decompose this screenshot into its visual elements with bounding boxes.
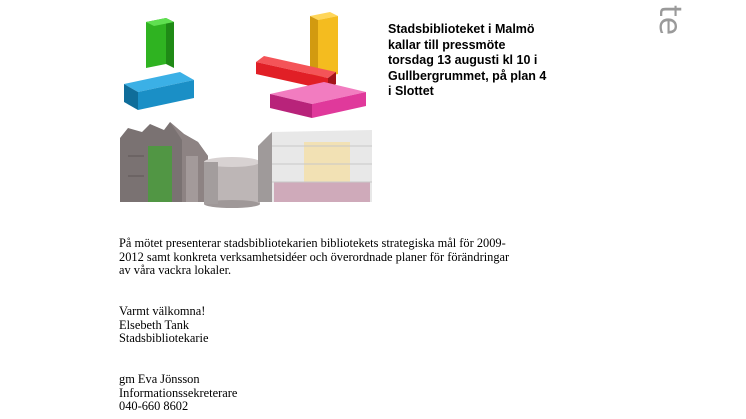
contact-name: gm Eva Jönsson: [119, 371, 200, 386]
headline-line: Gullbergrummet, på plan 4: [388, 68, 547, 83]
contact-title: Informationssekreterare: [119, 385, 238, 400]
document-body: [119, 237, 599, 414]
headline-line: torsdag 13 augusti kl 10 i: [388, 53, 538, 68]
headline-line: kallar till pressmöte: [388, 37, 506, 52]
press-invitation-headline: [388, 22, 598, 100]
sender-title: Stadsbibliotekarie: [119, 331, 209, 346]
paragraph-line: 2012 samt konkreta verksamhetsidéer och överordnade planer för förändringar: [119, 249, 510, 264]
library-building-illustration: [118, 6, 388, 210]
greeting: Varmt välkomna!: [119, 303, 206, 318]
headline-line: i Slottet: [388, 84, 434, 99]
cylinder-building: [204, 157, 260, 208]
pink-block: [270, 82, 366, 118]
sender-name: Elsebeth Tank: [119, 317, 190, 332]
rotated-side-text: te: [652, 5, 687, 36]
modern-building: [258, 130, 372, 202]
paragraph-line: På mötet presenterar stadsbibliotekarien bibliotekets strategiska mål för 2009-: [119, 236, 506, 250]
headline-line: Stadsbiblioteket i Malmö: [388, 22, 535, 36]
contact-phone: 040-660 8602: [119, 399, 189, 414]
paragraph-line: av våra vackra lokaler.: [119, 263, 232, 278]
castle-building: [120, 122, 208, 202]
blue-block: [124, 72, 194, 110]
green-block: [146, 18, 174, 68]
